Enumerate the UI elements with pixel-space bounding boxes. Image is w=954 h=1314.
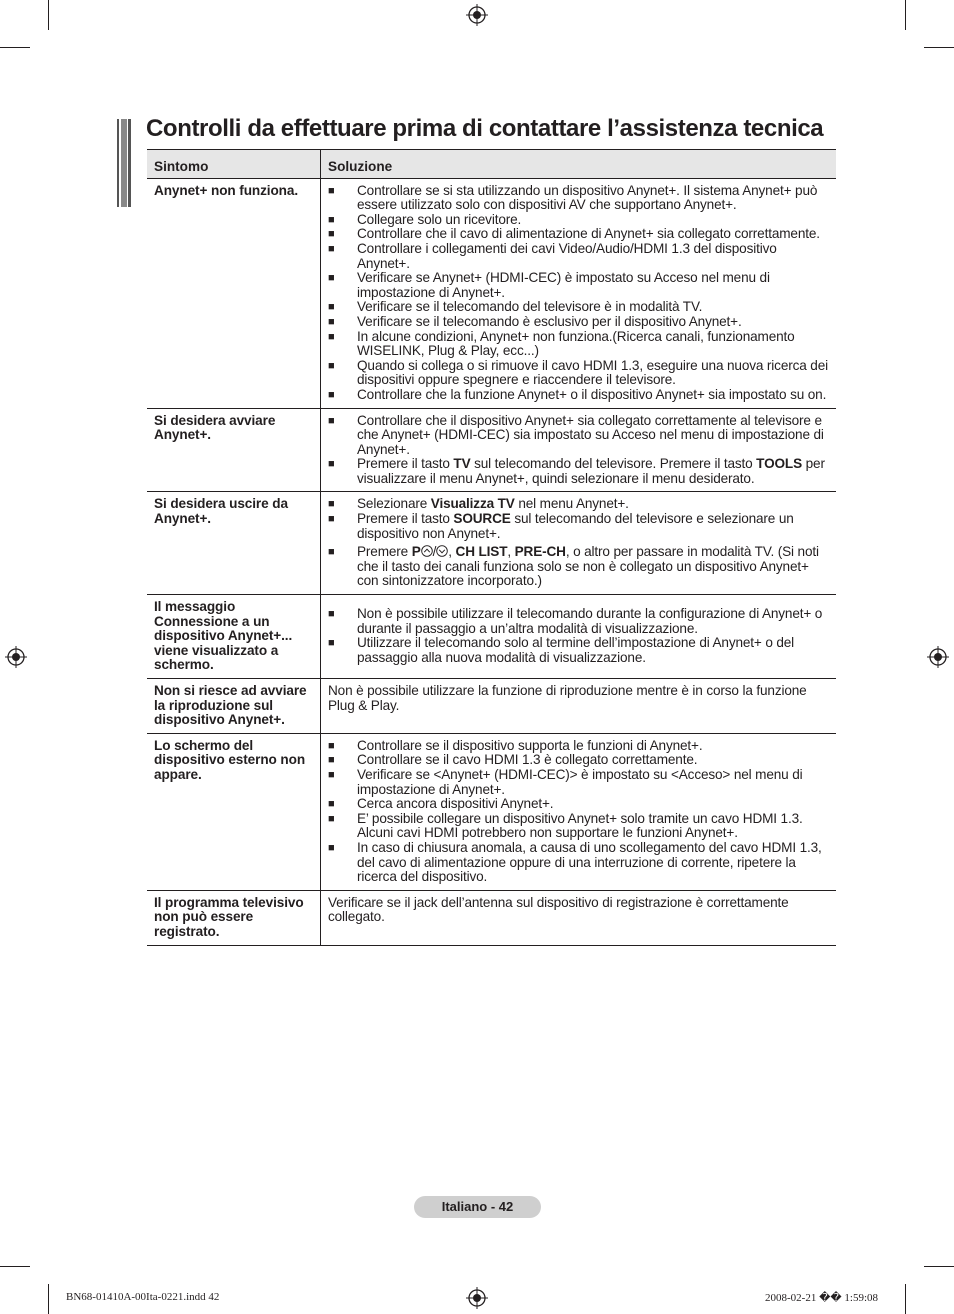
symptom-cell: Si desidera avviare Anynet+. [147, 408, 321, 492]
solution-cell [321, 178, 837, 408]
list-item [328, 512, 829, 541]
registration-mark-icon [927, 646, 949, 668]
symptom-cell: Il programma televisivo non può essere registrato. [147, 890, 321, 945]
key-tools: TOOLS [756, 456, 802, 472]
page-title: Controlli da effettuare prima di contattare l’assistenza tecnica [146, 115, 824, 142]
list-item: ■ Quando si collega o si rimuove il cavo HDMI 1.3, eseguire una nuova ricerca dei dispositivi oppure spegnere e riaccendere il televisore. [328, 359, 829, 388]
text: , o altro per passare in modalità TV. (Si noti che il tasto dei canali funziona solo se non è collegato un dispositivo Anynet+ con sintonizzatore incorporato.) [357, 544, 819, 589]
list-item: ■ Cerca ancora dispositivi Anynet+. [328, 797, 829, 812]
title-side-bar [117, 119, 131, 207]
table-row [147, 178, 836, 408]
solution-cell: Verificare se il jack dell’antenna sul dispositivo di registrazione è correttamente collegato. [321, 890, 837, 945]
text: , [507, 544, 515, 560]
list-item: ■ Controllare se il dispositivo supporta le funzioni di Anynet+. [328, 739, 829, 754]
list-item: ■ Verificare se Anynet+ (HDMI-CEC) è impostato su Acceso nel menu di impostazione di Anynet+. [328, 271, 829, 300]
crop-mark [924, 1266, 954, 1267]
key-pre-ch: PRE-CH [514, 544, 566, 560]
symptom-cell: Non si riesce ad avviare la riproduzione sul dispositivo Anynet+. [147, 679, 321, 734]
table-row [147, 890, 836, 945]
text: sul telecomando del televisore e selezionare un dispositivo non Anynet+. [357, 511, 794, 541]
list-item: ■ Controllare i collegamenti dei cavi Video/Audio/HDMI 1.3 del dispositivo Anynet+. [328, 242, 829, 271]
table-header-row [147, 150, 836, 179]
channel-down-icon [436, 545, 448, 557]
crop-mark [48, 1284, 49, 1314]
footer-file-info: BN68-01410A-00Ita-0221.indd 42 [66, 1291, 220, 1303]
crop-mark [0, 47, 30, 48]
list-item: ■ Verificare se il telecomando è esclusivo per il dispositivo Anynet+. [328, 315, 829, 330]
text: Premere il tasto [357, 511, 454, 527]
list-item: ■ Controllare se il cavo HDMI 1.3 è collegato correttamente. [328, 753, 829, 768]
text: Premere il tasto [357, 456, 454, 472]
table-row [147, 492, 836, 595]
header-symptom: Sintomo [147, 150, 321, 179]
table-row [147, 733, 836, 890]
text: / [432, 544, 437, 560]
crop-mark [0, 1266, 30, 1267]
symptom-cell: Si desidera uscire da Anynet+. [147, 492, 321, 595]
registration-mark-icon [466, 1287, 488, 1309]
symptom-cell: Lo schermo del dispositivo esterno non appare. [147, 733, 321, 890]
list-item: ■ Controllare se si sta utilizzando un dispositivo Anynet+. Il sistema Anynet+ può essere utilizzato solo con dispositivi AV che supportano Anynet+. [328, 184, 829, 213]
list-item [328, 457, 829, 486]
solution-cell [321, 733, 837, 890]
symptom-cell: Il messaggio Connessione a un dispositivo Anynet+... viene visualizzato a schermo. [147, 595, 321, 679]
list-item [328, 497, 829, 512]
list-item: ■ Controllare che la funzione Anynet+ o il dispositivo Anynet+ sia impostato su on. [328, 388, 829, 403]
table-row [147, 679, 836, 734]
table-row [147, 408, 836, 492]
header-solution: Soluzione [321, 150, 837, 179]
key-ch-list: CH LIST [455, 544, 508, 560]
text: Selezionare [357, 496, 431, 512]
solution-cell [321, 492, 837, 595]
list-item: ■ Controllare che il dispositivo Anynet+ sia collegato correttamente al televisore e che Anynet+ (HDMI-CEC) sia impostato su Acceso nel menu di impostazione di Anynet+. [328, 414, 829, 458]
list-item: ■ Verificare se il telecomando del televisore è in modalità TV. [328, 300, 829, 315]
text: sul telecomando del televisore. Premere il tasto [470, 456, 757, 472]
list-item: ■ Collegare solo un ricevitore. [328, 213, 829, 228]
registration-mark-icon [5, 646, 27, 668]
text: per visualizzare il menu Anynet+, quindi selezionare il menu desiderato. [357, 456, 825, 486]
list-item [328, 545, 829, 589]
solution-cell [321, 408, 837, 492]
text: , [448, 544, 456, 560]
footer-timestamp: 2008-02-21 �� 1:59:08 [765, 1292, 878, 1304]
solution-cell: Non è possibile utilizzare la funzione di riproduzione mentre è in corso la funzione Plug & Play. [321, 679, 837, 734]
crop-mark [905, 1284, 906, 1314]
key-tv: TV [453, 456, 471, 472]
crop-mark [48, 0, 49, 30]
list-item: ■ In caso di chiusura anomala, a causa di uno scollegamento del cavo HDMI 1.3, del cavo di alimentazione oppure di una interruzione di corrente, ripetere la ricerca del dispositivo. [328, 841, 829, 885]
menu-visualizza-tv: Visualizza TV [430, 496, 515, 512]
crop-mark [905, 0, 906, 30]
list-item: ■ Utilizzare il telecomando solo al termine dell’impostazione di Anynet+ o del passaggio alla nuova modalità di visualizzazione. [328, 636, 829, 665]
list-item: ■ Controllare che il cavo di alimentazione di Anynet+ sia collegato correttamente. [328, 227, 829, 242]
list-item: ■ Verificare se <Anynet+ (HDMI-CEC)> è impostato su <Acceso> nel menu di impostazione di Anynet+. [328, 768, 829, 797]
solution-cell [321, 595, 837, 679]
symptom-cell: Anynet+ non funziona. [147, 178, 321, 408]
key-p: P [411, 544, 421, 560]
key-source: SOURCE [453, 511, 511, 527]
crop-mark [924, 47, 954, 48]
troubleshooting-table [147, 149, 836, 946]
list-item: ■ In alcune condizioni, Anynet+ non funziona.(Ricerca canali, funzionamento WISELINK, Plug & Play, ecc...) [328, 330, 829, 359]
list-item: ■ E’ possibile collegare un dispositivo Anynet+ solo tramite un cavo HDMI 1.3. Alcuni cavi HDMI potrebbero non supportare le funzioni Anynet+. [328, 812, 829, 841]
text: Premere [357, 544, 412, 560]
page-number-badge: Italiano - 42 [414, 1196, 541, 1218]
registration-mark-icon [466, 4, 488, 26]
text: nel menu Anynet+. [514, 496, 629, 512]
list-item: ■ Non è possibile utilizzare il telecomando durante la configurazione di Anynet+ o durante il passaggio a un’altra modalità di visualizzazione. [328, 607, 829, 636]
channel-up-icon [421, 545, 433, 557]
table-row [147, 595, 836, 679]
